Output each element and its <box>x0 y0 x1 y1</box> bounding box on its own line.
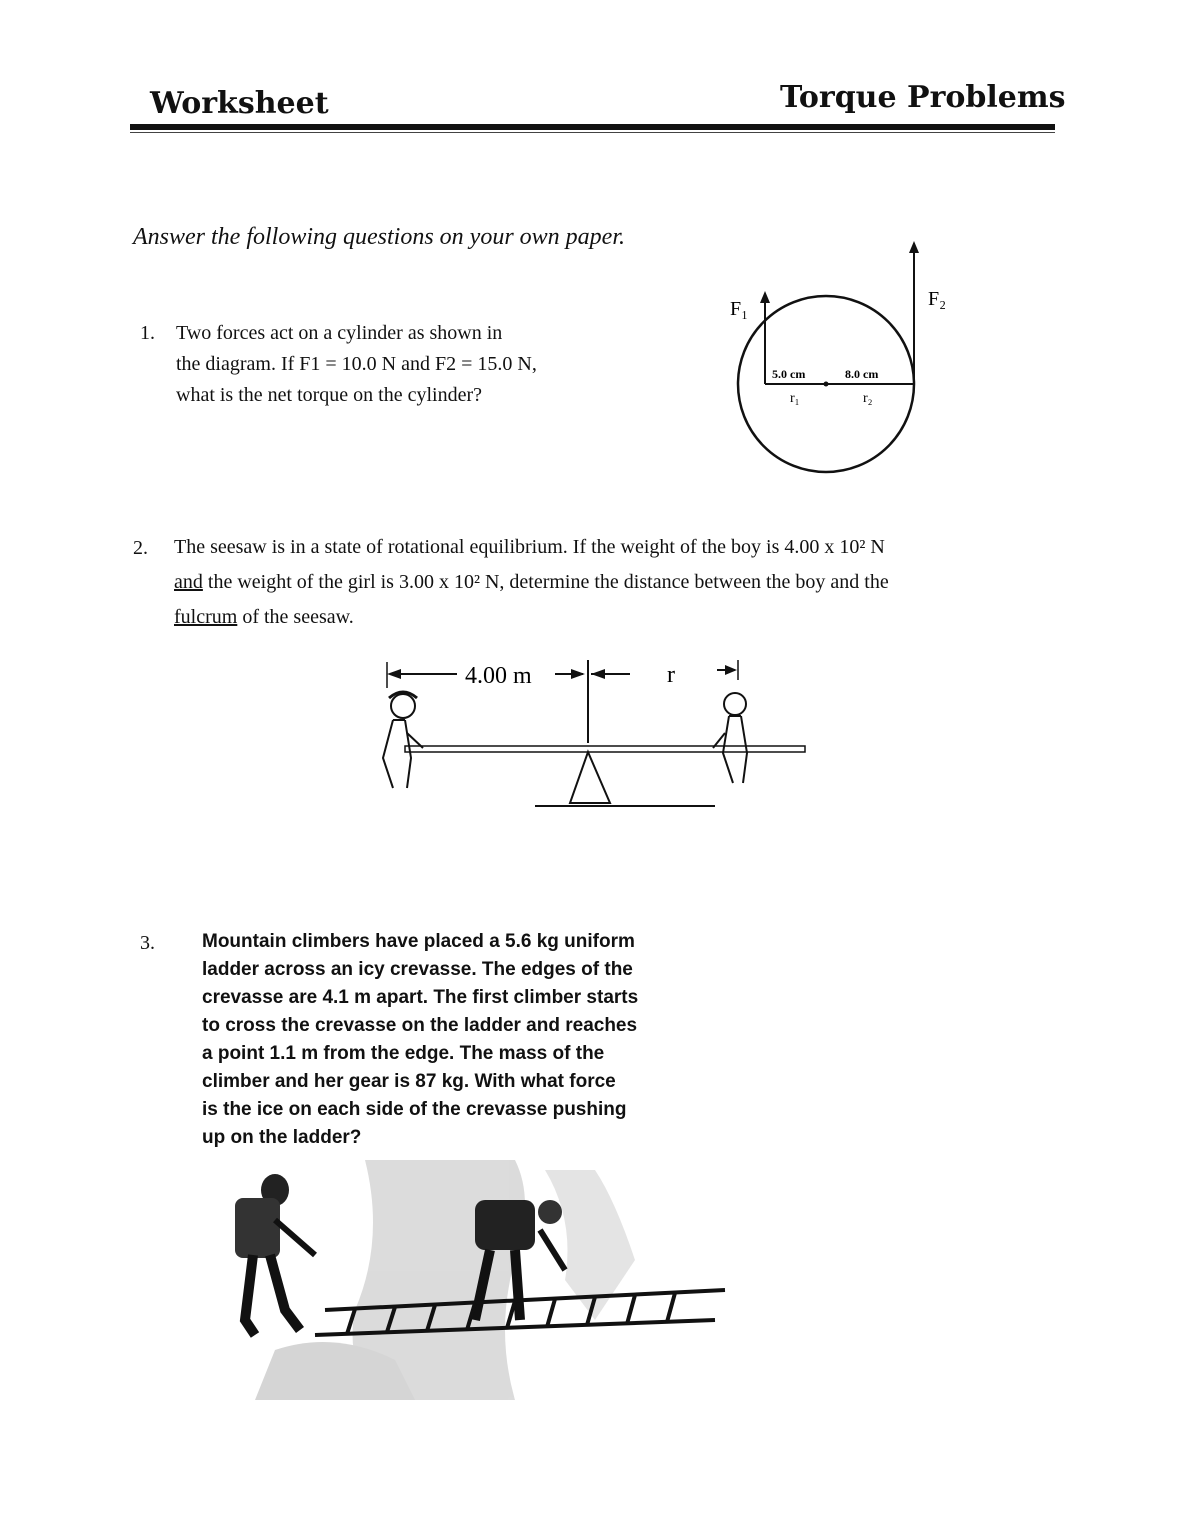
instructions: Answer the following questions on your own paper. <box>133 224 625 250</box>
header-rule <box>130 124 1055 130</box>
right-dimension-arrowhead <box>725 665 737 675</box>
cylinder-diagram <box>720 235 960 485</box>
question-2-text <box>174 530 1034 635</box>
question-1-number: 1. <box>140 322 155 344</box>
question-3-line-1: Mountain climbers have placed a 5.6 kg uniform <box>202 931 635 952</box>
question-2-line-2-rest: the weight of the girl is 3.00 x 10² N, determine the distance between the boy and the <box>202 571 889 593</box>
question-3-line-5: a point 1.1 m from the edge. The mass of the <box>202 1043 605 1064</box>
climber-left-icon <box>235 1174 315 1335</box>
ice-texture <box>255 1160 635 1400</box>
fulcrum-arrowhead-left <box>571 669 585 679</box>
r2-value: 8.0 cm <box>845 367 879 381</box>
f2-arrowhead <box>909 241 919 253</box>
question-2-number: 2. <box>133 537 148 559</box>
r1-value: 5.0 cm <box>772 367 806 381</box>
question-3-line-6: climber and her gear is 87 kg. With what force <box>202 1071 616 1092</box>
question-1-line-2: the diagram. If F1 = 10.0 N and F2 = 15.0 N, <box>176 353 537 375</box>
f1-label: F₁ <box>730 298 749 320</box>
question-3-line-8: up on the ladder? <box>202 1127 362 1148</box>
question-1-line-3: what is the net torque on the cylinder? <box>176 384 483 406</box>
left-distance-label: 4.00 m <box>465 663 532 689</box>
f2-label: F₂ <box>928 288 947 310</box>
worksheet-title: Worksheet <box>150 86 329 121</box>
worksheet-topic: Torque Problems <box>780 80 1066 115</box>
question-1-text <box>176 318 626 411</box>
seesaw-diagram <box>345 648 825 828</box>
fulcrum-arrowhead-right <box>591 669 605 679</box>
question-2-underlined-and: and <box>174 571 203 593</box>
question-2-underlined-fulcrum: fulcrum <box>174 606 238 628</box>
girl-figure-icon <box>383 692 423 788</box>
question-3-line-7: is the ice on each side of the crevasse pushing <box>202 1099 627 1120</box>
question-3-line-2: ladder across an icy crevasse. The edges of the <box>202 959 633 980</box>
climbers-ladder-image <box>215 1160 735 1400</box>
question-3-line-4: to cross the crevasse on the ladder and reaches <box>202 1015 638 1036</box>
axis-dot <box>824 382 829 387</box>
question-2-line-1: The seesaw is in a state of rotational equilibrium. If the weight of the boy is 4.00 x 10² N <box>174 536 885 558</box>
fulcrum-icon <box>570 752 610 803</box>
question-3-number: 3. <box>140 932 155 954</box>
f1-arrowhead <box>760 291 770 303</box>
question-2-line-3-rest: of the seesaw. <box>237 606 354 628</box>
r1-label: r₁ <box>790 391 800 406</box>
boy-figure-icon <box>713 693 747 783</box>
question-3-text <box>202 928 742 1152</box>
question-2-line-2 <box>174 565 1034 600</box>
header-rule-thin <box>130 132 1055 133</box>
question-3-line-3: crevasse are 4.1 m apart. The first climber starts <box>202 987 639 1008</box>
left-dimension-arrowhead <box>387 669 401 679</box>
r2-label: r₂ <box>863 391 873 406</box>
question-1-line-1: Two forces act on a cylinder as shown in <box>176 322 503 344</box>
right-distance-label: r <box>667 662 675 688</box>
question-2-line-3 <box>174 600 1034 635</box>
